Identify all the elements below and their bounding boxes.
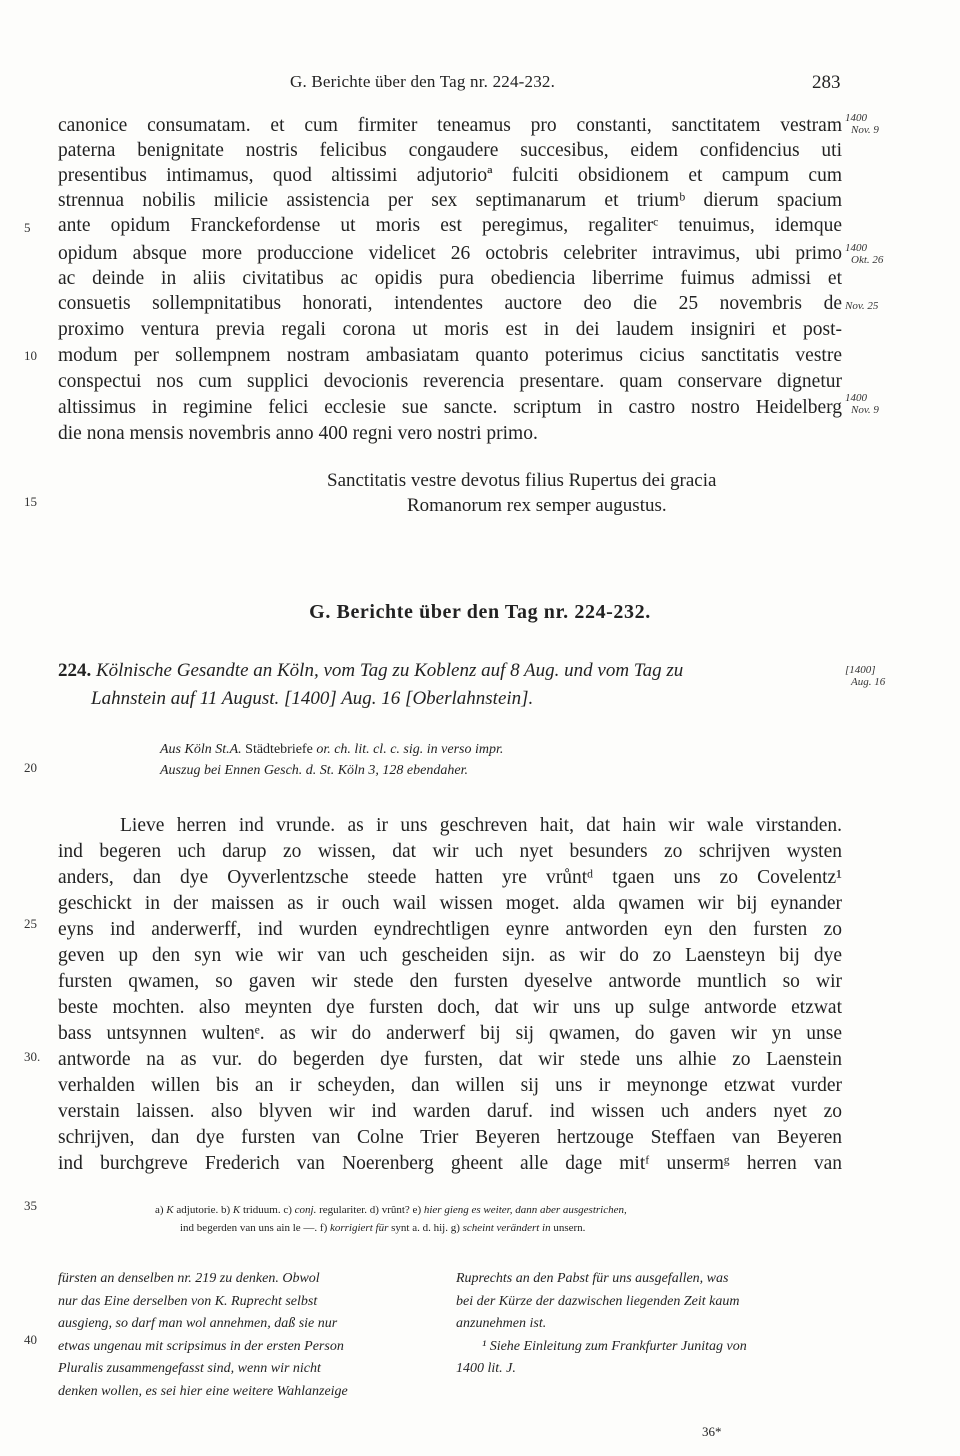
body-line: ind begeren uch darup zo wissen, dat wir uch nyet besunders zo schrijven wysten: [58, 841, 842, 862]
regest-heading-line: [91, 685, 875, 713]
body-line: geven up den syn wie wir van uch gescheiden sijn. as wir do zo Laensteyn bij dye: [58, 945, 842, 966]
document-number: 224.: [58, 660, 92, 681]
note-column-right: [456, 1268, 856, 1381]
note-line: ¹ Siehe Einleitung zum Frankfurter Junitag von: [482, 1338, 747, 1354]
text-line: paterna benignitate nostris felicibus congaudere succesibus, eidem confidencius uti: [58, 140, 842, 161]
note-line: bei der Kürze der dazwischen liegenden Zeit kaum: [456, 1293, 740, 1309]
note-line: nur das Eine derselben von K. Ruprecht selbst: [58, 1293, 318, 1309]
signature-line: Romanorum rex semper augustus.: [407, 495, 667, 516]
line-number: 35: [24, 1198, 37, 1213]
note-column-left: [58, 1268, 438, 1403]
section-heading: G. Berichte über den Tag nr. 224-232.: [309, 601, 651, 623]
body-line: verstain laissen. also blyven wir ind warden daruf. ind wissen uch anders nyet zo: [58, 1101, 842, 1122]
regest-heading: [58, 657, 842, 685]
text-line: ante opidum Franckefordense ut moris est peregimus, regaliterᶜ tenuimus, idemque: [58, 215, 842, 236]
text-line: opidum absque more produccione videlicet 26 octobris celebriter intravimus, ubi primo: [58, 243, 842, 264]
sheet-signature-mark: 36*: [702, 1424, 722, 1439]
note-line: Pluralis zusammengefasst sind, wenn wir nicht: [58, 1361, 321, 1376]
body-line: bass untsynnen wultenᵉ. as wir do anderwerf bij sij qwamen, do gaven wir yn unse: [58, 1023, 842, 1044]
text-line: strennua nobilis milicie assistencia per sex septimanarum et triumᵇ dierum spacium: [58, 190, 842, 211]
body-line: geschickt in der maissen as ir ouch wail wissen moget. alda qwamen wir bij eynander: [58, 893, 842, 914]
footnote-line: a) K adjutorie. b) K triduum. c) conj. regulariter. d) vrûnt? e) hier gieng es weiter, dann aber ausgestrichen,: [155, 1204, 627, 1216]
line-number: 5: [24, 220, 31, 235]
text-line: modum per sollempnem nostram ambasiatam quanto poterimus cicius sanctitatis vestre: [58, 345, 842, 366]
note-line: anzunehmen ist.: [456, 1316, 547, 1331]
page-number: 283: [812, 72, 841, 93]
note-line: ausgieng, so darf man wol annehmen, daß sie nur: [58, 1316, 338, 1331]
margin-date-note: 1400 Nov. 9: [845, 112, 879, 136]
body-line: beste mochten. also meynten dye fursten doch, dat wir uns up sulge antworde etzwat: [58, 997, 842, 1018]
margin-date-note: [1400] Aug. 16: [845, 664, 886, 688]
body-line: fursten qwamen, so gaven wir stede den fursten dyeselve antworde muntlich so wir: [58, 971, 842, 992]
text-line: canonice consumatam. et cum firmiter teneamus pro constanti, sanctitatem vestram: [58, 115, 842, 136]
text-line: ac deinde in aliis civitatibus ac opidis pura obediencia liberrime fuimus admissi et: [58, 268, 842, 289]
body-line: antworde na as vur. do begerden dye fursten, dat wir stede uns alhie zo Laenstein: [58, 1049, 842, 1070]
footnote-line: ind begerden van uns ain le —. f) korrigiert für synt a. d. hij. g) scheint verändert in unsern.: [180, 1222, 586, 1234]
regest-text: Lahnstein auf 11 August. [1400] Aug. 16 [Oberlahnstein].: [91, 688, 534, 709]
body-line: ind burchgreve Frederich van Noerenberg gheent alle dage mitᶠ unsermᵍ herren van: [58, 1153, 842, 1174]
line-number: 20: [24, 760, 37, 775]
source-notice: Auszug bei Ennen Gesch. d. St. Köln 3, 128 ebendaher.: [160, 763, 468, 778]
note-line: fürsten an denselben nr. 219 zu denken. Obwol: [58, 1271, 320, 1286]
running-header: [0, 72, 960, 96]
note-line: Ruprechts an den Pabst für uns ausgefallen, was: [456, 1271, 729, 1286]
text-line: proximo ventura previa regali corona ut moris est in dei laudem insigniri et post-: [58, 319, 842, 340]
line-number: 10: [24, 348, 37, 363]
note-line: 1400 lit. J.: [456, 1361, 516, 1376]
text-line: presentibus intimamus, quod altissimi adjutorioª fulciti obsidionem et campum cum: [58, 165, 842, 186]
source-notice: Aus Köln St.A. Städtebriefe or. ch. lit. cl. c. sig. in verso impr.: [160, 742, 504, 757]
note-line: denken wollen, es sei hier eine weitere Wahlanzeige: [58, 1383, 348, 1399]
body-line: verhalden willen bis an ir scheyden, dan willen sij uns ir meynonge etzwat vurder: [58, 1075, 842, 1096]
text-line: altissimus in regimine felici ecclesie sue sancte. scriptum in castro nostro Heidelberg: [58, 397, 842, 418]
line-number: 40: [24, 1332, 37, 1347]
body-line: eyns ind anderwerff, ind wurden eyndrechtligen eynre antworden eyn den fursten zo: [58, 919, 842, 940]
body-line: Lieve herren ind vrunde. as ir uns geschreven hait, dat hain wir wale virstanden.: [120, 815, 842, 836]
line-number: 30.: [24, 1049, 41, 1064]
line-number: 25: [24, 916, 37, 931]
margin-date-note: 1400 Nov. 9: [845, 392, 879, 416]
margin-date-note: 1400 Okt. 26: [845, 242, 884, 266]
text-line: conspectui nos cum supplici devocionis reverencia presentare. quam conservare dignetur: [58, 371, 842, 392]
note-line: etwas ungenau mit scripsimus in der ersten Person: [58, 1338, 344, 1354]
regest-text: Kölnische Gesandte an Köln, vom Tag zu Koblenz auf 8 Aug. und vom Tag zu: [96, 660, 684, 681]
body-line: anders, dan dye Oyverlentzsche steede hatten yre vrůntᵈ tgaen uns zo Covelentz¹: [58, 867, 842, 888]
running-header-title: G. Berichte über den Tag nr. 224-232.: [290, 72, 556, 91]
text-line: consuetis sollempnitatibus honorati, intendentes auctore deo die 25 novembris de: [58, 293, 842, 314]
text-line: die nona mensis novembris anno 400 regni vero nostri primo.: [58, 423, 538, 444]
margin-date-note: Nov. 25: [845, 300, 879, 312]
signature-line: Sanctitatis vestre devotus filius Rupertus dei gracia: [327, 470, 717, 491]
body-line: schrijven, dan dye fursten van Colne Trier Beyeren hertzouge Steffaen van Beyeren: [58, 1127, 842, 1148]
line-number: 15: [24, 494, 37, 509]
